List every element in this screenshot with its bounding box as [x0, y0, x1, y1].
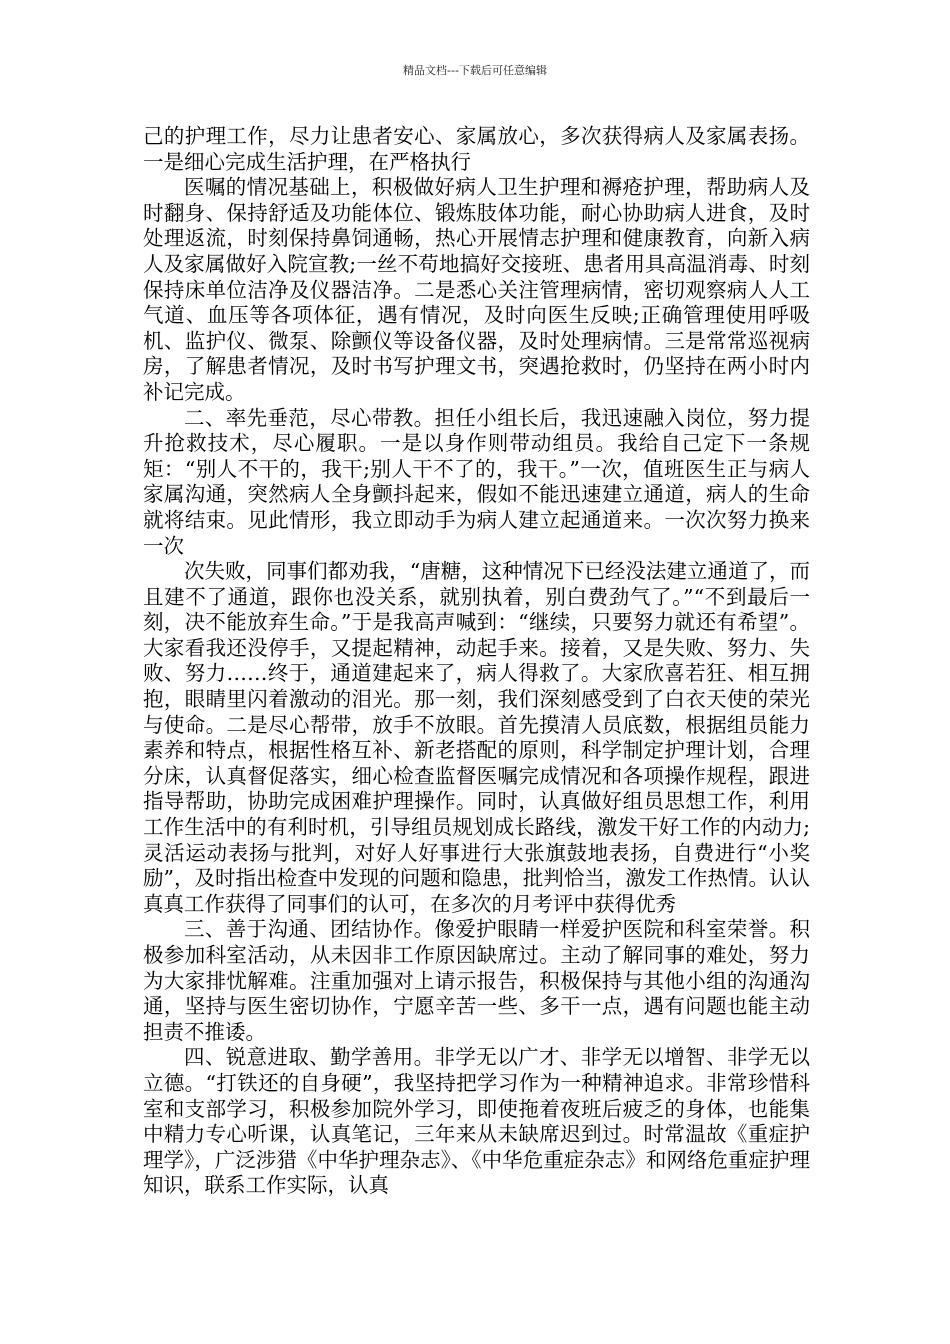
paragraph-section-two-continued: 次失败，同事们都劝我，“唐糖，这种情况下已经没法建立通道了，而且建不了通道，跟你也没关系，就别执着，别白费劲气了。”“不到最后一刻，决不能放弃生命。”于是我高声喊到：“继续，只要努力就还有希望”。大家看我还没停手，又提起精神，动起手来。接着，又是失败、努力、失败、努力……终于，通道建起来了，病人得救了。大家欣喜若狂、相互拥抱，眼睛里闪着激动的泪光。那一刻，我们深刻感受到了白衣天使的荣光与使命。二是尽心帮带，放手不放眼。首先摸清人员底数，根据组员能力素养和特点，根据性格互补、新老搭配的原则，科学制定护理计划，合理分床，认真督促落实，细心检查监督医嘱完成情况和各项操作规程，跟进指导帮助，协助完成困难护理操作。同时，认真做好组员思想工作，利用工作生活中的有利时机，引导组员规划成长路线，激发干好工作的内动力;灵活运动表扬与批判，对好人好事进行大张旗鼓地表扬，自费进行“小奖励”，及时指出检查中发现的问题和隐患，批判恰当，激发工作热情。认认真真工作获得了同事们的认可，在多次的月考评中获得优秀 — [143, 559, 810, 916]
paragraph-section-four: 四、锐意进取、勤学善用。非学无以广才、非学无以增智、非学无以立德。“打铁还的自身硬”，我坚持把学习作为一种精神追求。非常珍惜科室和支部学习，积极参加院外学习，即使拖着夜班后疲乏的身体，也能集中精力专心听课，认真笔记，三年来从未缺席迟到过。时常温故《重症护理学》，广泛涉猎《中华护理杂志》、《中华危重症杂志》和网络危重症护理知识，联系工作实际，认真 — [143, 1045, 810, 1198]
paragraph-section-two: 二、率先垂范，尽心带教。担任小组长后，我迅速融入岗位，努力提升抢救技术，尽心履职。一是以身作则带动组员。我给自己定下一条规矩：“别人不干的，我干;别人干不了的，我干。”一次，值班医生正与病人家属沟通，突然病人全身颤抖起来，假如不能迅速建立通道，病人的生命就将结束。见此情形，我立即动手为病人建立起通道来。一次次努力换来一次 — [143, 405, 810, 558]
paragraph-medical-orders: 医嘱的情况基础上，积极做好病人卫生护理和褥疮护理，帮助病人及时翻身、保持舒适及功能体位、锻炼肢体功能，耐心协助病人进食，及时处理返流，时刻保持鼻饲通畅，热心开展情志护理和健康教育，向新入病人及家属做好入院宣教;一丝不苟地搞好交接班、患者用具高温消毒、时刻保持床单位洁净及仪器洁净。二是悉心关注管理病情，密切观察病人人工气道、血压等各项体征，遇有情况，及时向医生反映;正确管理使用呼吸机、监护仪、微泵、除颤仪等设备仪器，及时处理病情。三是常常巡视病房，了解患者情况，及时书写护理文书，突遇抢救时，仍坚持在两小时内补记完成。 — [143, 175, 810, 404]
paragraph-continuation: 己的护理工作，尽力让患者安心、家属放心，多次获得病人及家属表扬。一是细心完成生活护理，在严格执行 — [143, 124, 810, 174]
page-header: 精品文档---下载后可任意编辑 — [403, 64, 547, 77]
document-body — [143, 124, 810, 1199]
paragraph-section-three: 三、善于沟通、团结协作。像爱护眼睛一样爱护医院和科室荣誉。积极参加科室活动，从未因非工作原因缺席过。主动了解同事的难处，努力为大家排忧解难。注重加强对上请示报告，积极保持与其他小组的沟通沟通，坚持与医生密切协作，宁愿辛苦一些、多干一点，遇有问题也能主动担责不推诿。 — [143, 917, 810, 1044]
